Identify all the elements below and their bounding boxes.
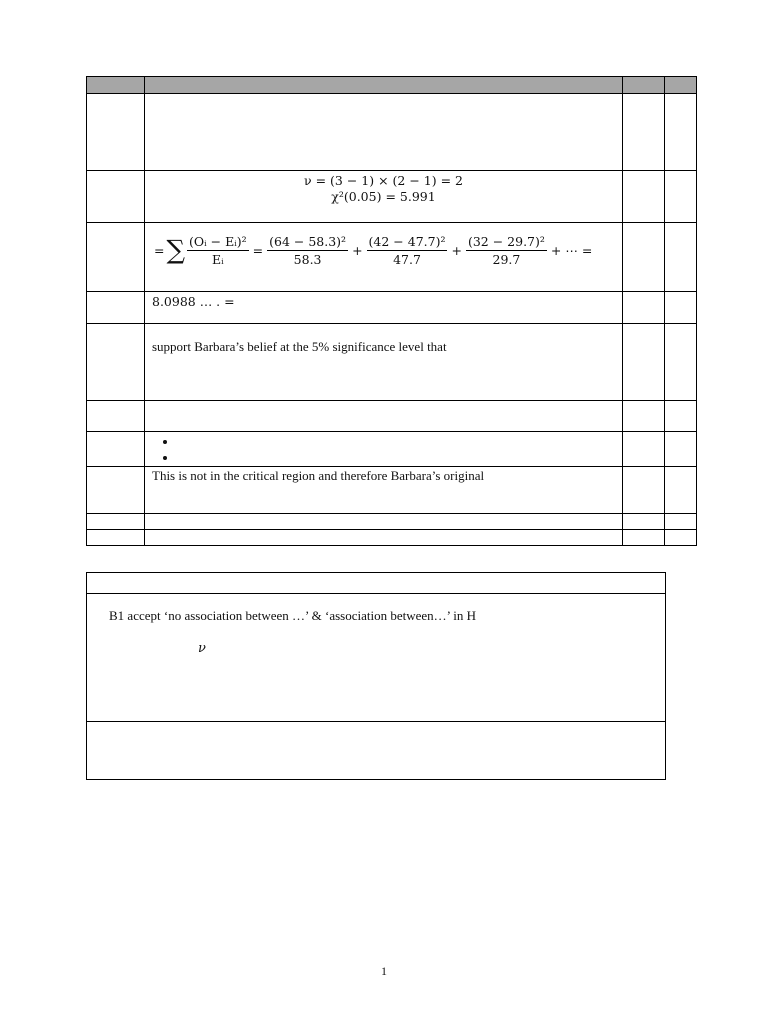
table-row [87, 401, 697, 432]
table-row-bullets [87, 432, 697, 467]
table-header-row [87, 77, 697, 94]
header-cell [87, 77, 145, 94]
support-text: support Barbara’s belief at the 5% significance level that [145, 324, 623, 401]
notes-header [87, 573, 665, 594]
page-number: 1 [381, 964, 387, 978]
table-row-value [87, 292, 697, 324]
header-cell [145, 77, 623, 94]
header-cell [623, 77, 665, 94]
fraction-term-3: $\frac{\text{(32 − 29.7)²}}{29.7}$ [467, 234, 545, 267]
sigma-symbol: ∑ [166, 235, 186, 266]
notes-box [86, 572, 666, 780]
critical-value-equation: χ²(0.05) = 5.991 [331, 189, 436, 204]
table-row [87, 530, 697, 546]
table-row-conclusion [87, 467, 697, 514]
fraction-term-1: $\frac{\text{(64 − 58.3)²}}{58.3}$ [269, 234, 347, 267]
degrees-of-freedom-equation: ν = (3 − 1) × (2 − 1) = 2 [304, 173, 463, 188]
fraction-term-2: $\frac{\text{(42 − 47.7)²}}{47.7}$ [368, 234, 446, 267]
list-item [178, 450, 615, 466]
bullet-list [152, 434, 615, 466]
table-row-support [87, 324, 697, 401]
statistic-value: 8.0988 … . = [145, 292, 623, 324]
header-cell [665, 77, 697, 94]
table-row [87, 514, 697, 530]
list-item [178, 434, 615, 450]
notes-body [87, 594, 665, 722]
table-row-test-statistic [87, 223, 697, 292]
notes-nu-symbol: ν [198, 641, 206, 656]
table-row-dof [87, 171, 697, 223]
test-statistic-formula: =∑ $\frac{\text{(Oᵢ − Eᵢ)²}}{\text{Eᵢ}}$ = $\frac{\text{(64 − 58.3)²}}{58.3}$ + $\frac{\text{(42 − 47.7)²}}{47.7}$ + $\frac{\text{(32 − 29.7)²}}{29.7}$ + ⋯ = [145, 223, 623, 292]
mark-scheme-table [86, 76, 697, 546]
table-row [87, 94, 697, 171]
fraction-general: $\frac{\text{(Oᵢ − Eᵢ)²}}{\text{Eᵢ}}$ [189, 234, 247, 267]
notes-line-accept: B1 accept ‘no association between …’ & ‘association between…’ in H [109, 608, 477, 623]
conclusion-text: This is not in the critical region and therefore Barbara’s original [145, 467, 623, 514]
